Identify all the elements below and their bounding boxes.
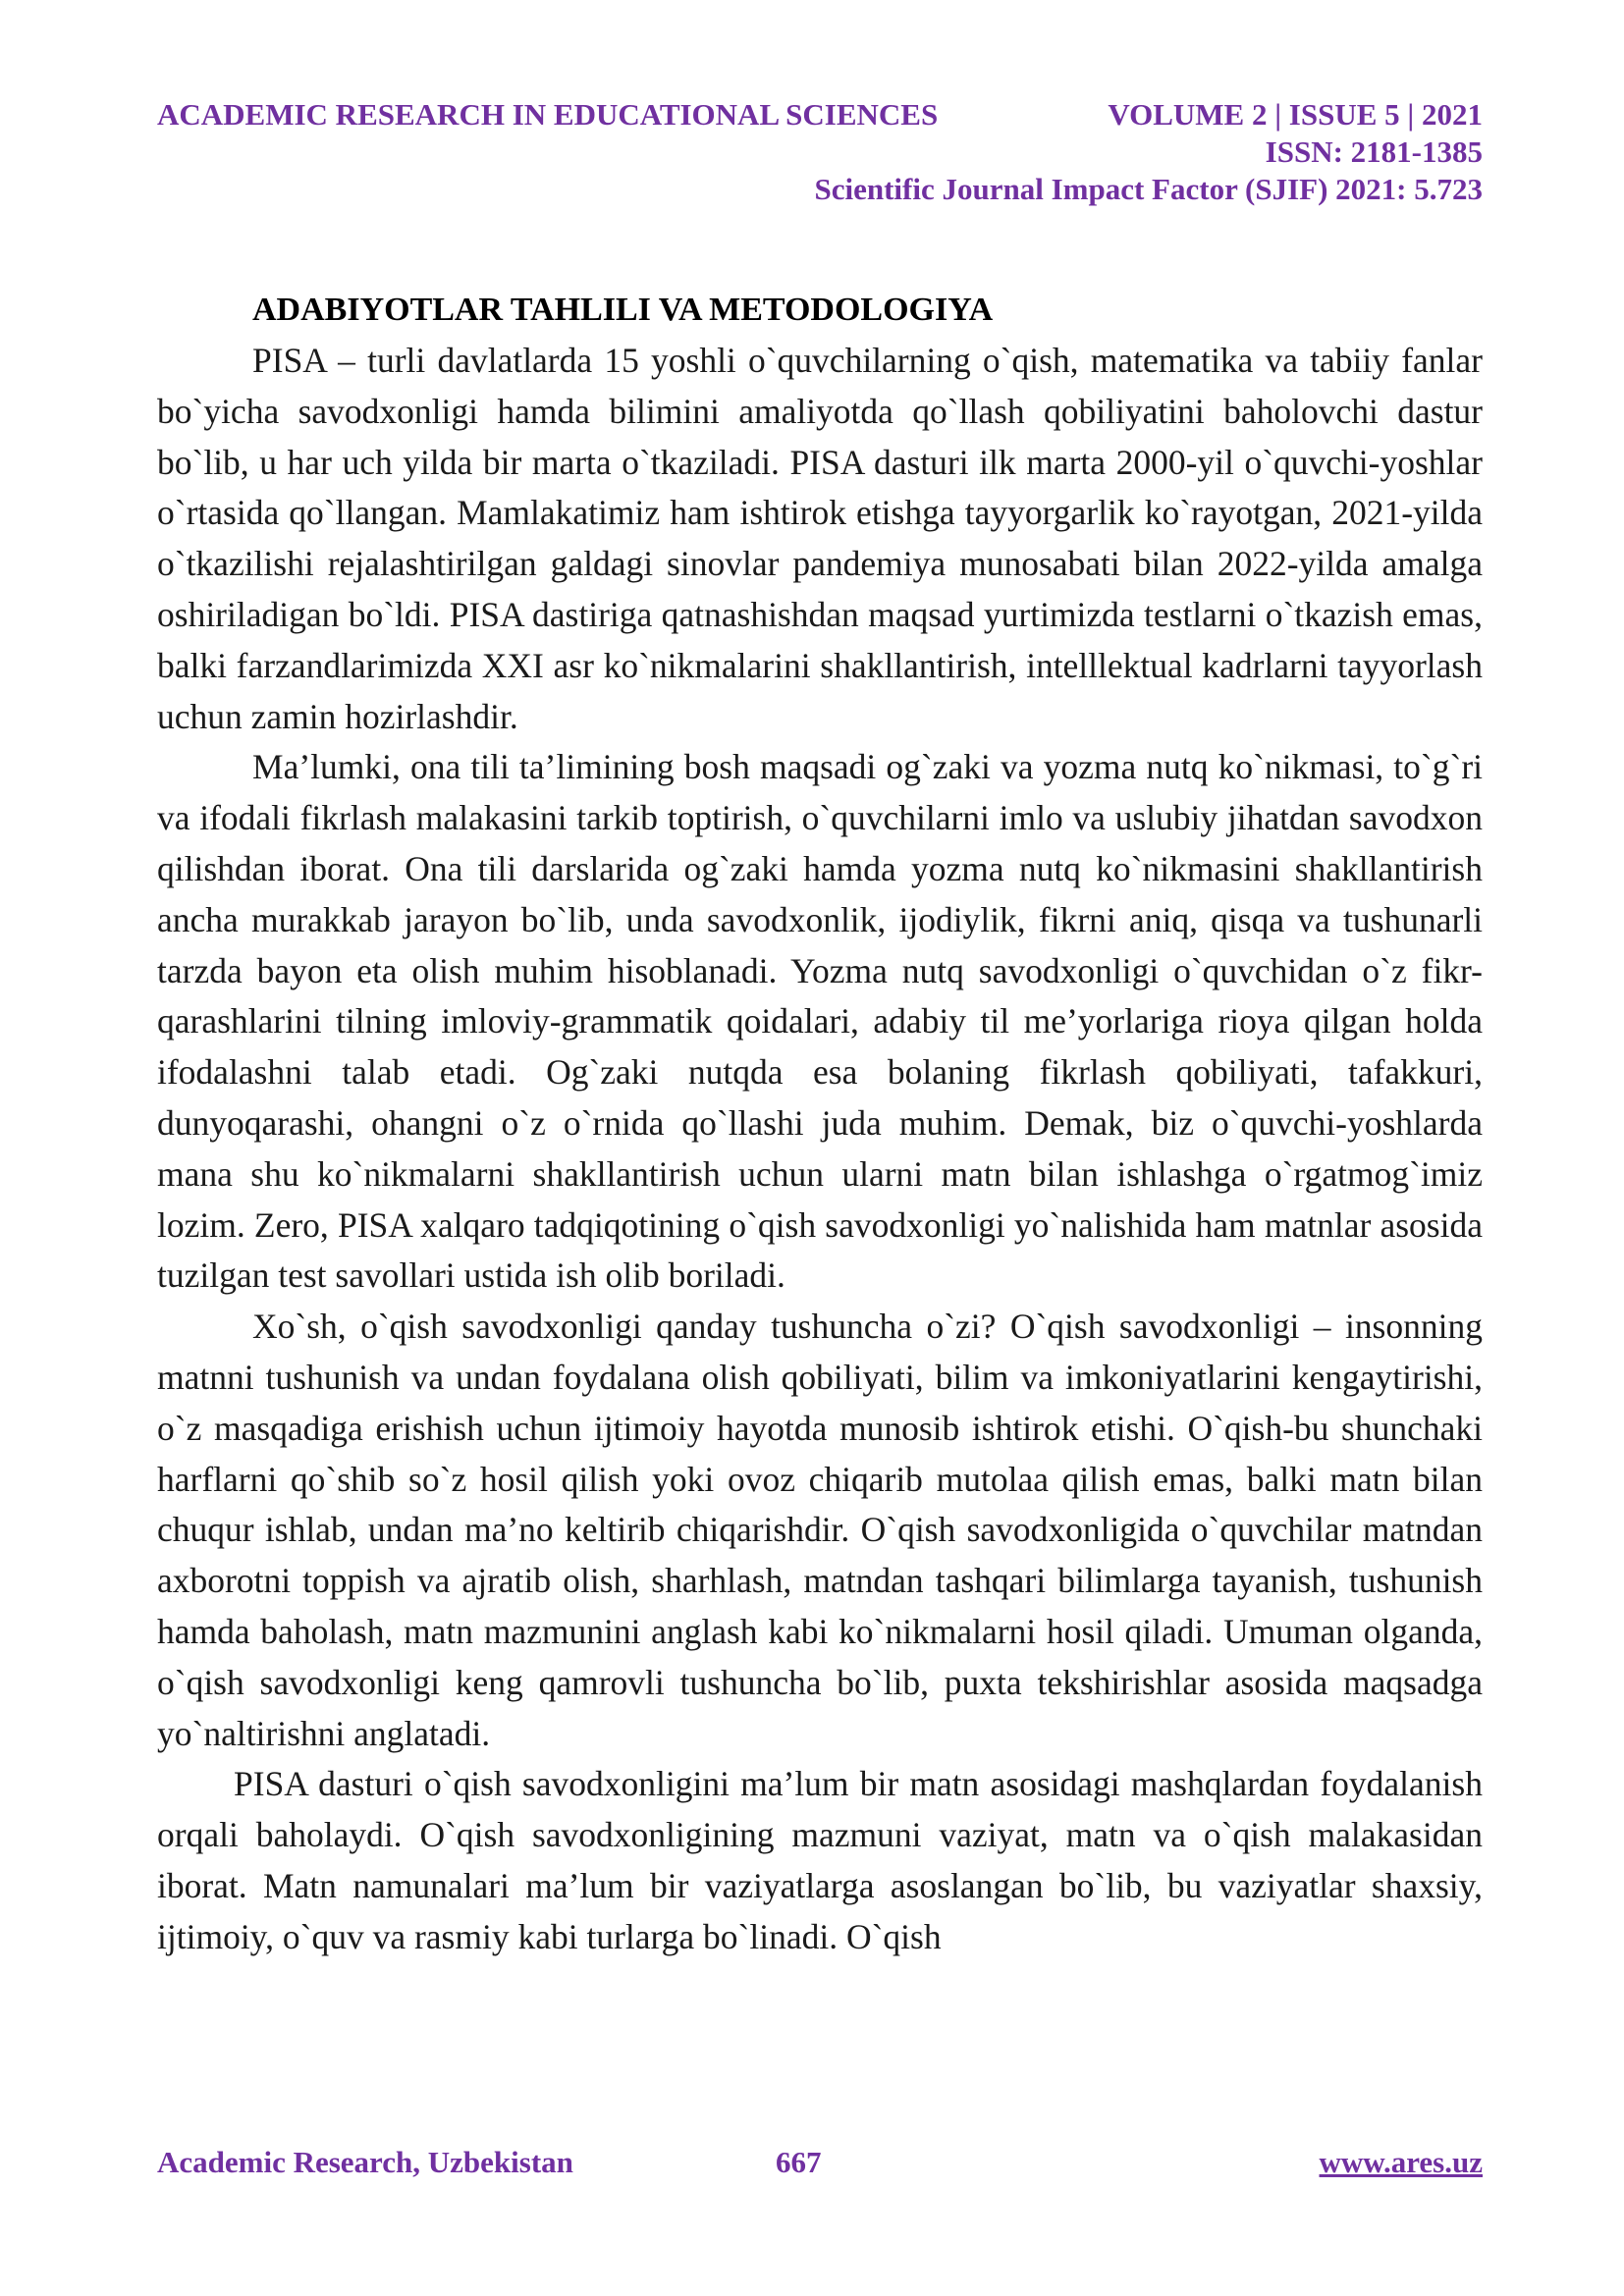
page-footer: [157, 2143, 1483, 2182]
paragraph-2: Ma’lumki, ona tili ta’limining bosh maqsadi og`zaki va yozma nutq ko`nikmasi, to`g`ri va ifodali fikrlash malakasini tarkib toptirish, o`quvchilarni imlo va uslubiy jihatdan savodxon qilishdan iborat. Ona tili darslarida og`zaki hamda yozma nutq ko`nikmasini shakllantirish ancha murakkab jarayon bo`lib, unda savodxonlik, ijodiylik, fikrni aniq, qisqa va tushunarli tarzda bayon eta olish muhim hisoblanadi. Yozma nutq savodxonligi o`quvchidan o`z fikr-qarashlarini tilning imloviy-grammatik qoidalari, adabiy til me’yorlariga rioya qilgan holda ifodalashni talab etadi. Og`zaki nutqda esa bolaning fikrlash qobiliyati, tafakkuri, dunyoqarashi, ohangni o`z o`rnida qo`llashi juda muhim. Demak, biz o`quvchi-yoshlarda mana shu ko`nikmalarni shakllantirish uchun ularni matn bilan ishlashga o`rgatmog`imiz lozim. Zero, PISA xalqaro tadqiqotining o`qish savodxonligi yo`nalishida ham matnlar asosida tuzilgan test savollari ustida ish olib boriladi.: [157, 747, 1483, 1296]
impact-factor: Scientific Journal Impact Factor (SJIF) 2021: 5.723: [814, 172, 1483, 206]
page-number: 667: [776, 2145, 822, 2179]
article-body: [157, 285, 1483, 1963]
issn: ISSN: 2181-1385: [1265, 134, 1483, 169]
footer-publisher: Academic Research, Uzbekistan: [157, 2145, 573, 2179]
paragraph-3: Xo`sh, o`qish savodxonligi qanday tushuncha o`zi? O`qish savodxonligi – insonning matnni tushunish va undan foydalana olish qobiliyati, bilim va imkoniyatlarini kengaytirishi, o`z masqadiga erishish uchun ijtimoiy hayotda munosib ishtirok etishi. O`qish-bu shunchaki harflarni qo`shib so`z hosil qilish yoki ovoz chiqarib mutolaa qilish emas, balki matn bilan chuqur ishlab, undan ma’no keltirib chiqarishdir. O`qish savodxonligida o`quvchilar matndan axborotni toppish va ajratib olish, sharhlash, matndan tashqari bilimlarga tayanish, tushunish hamda baholash, matn mazmunini anglash kabi ko`nikmalarni hosil qiladi. Umuman olganda, o`qish savodxonligi keng qamrovli tushuncha bo`lib, puxta tekshirishlar asosida maqsadga yo`naltirishni anglatadi.: [157, 1307, 1483, 1753]
website-link[interactable]: www.ares.uz: [1319, 2145, 1483, 2179]
volume-issue: VOLUME 2 | ISSUE 5 | 2021: [1108, 97, 1483, 132]
header-top-row: [157, 96, 1483, 133]
journal-name: ACADEMIC RESEARCH IN EDUCATIONAL SCIENCES: [157, 97, 939, 132]
paragraph-1: PISA – turli davlatlarda 15 yoshli o`quvchilarning o`qish, matematika va tabiiy fanlar bo`yicha savodxonligi hamda bilimini amaliyotda qo`llash qobiliyatini baholovchi dastur bo`lib, u har uch yilda bir marta o`tkaziladi. PISA dasturi ilk marta 2000-yil o`quvchi-yoshlar o`rtasida qo`llangan. Mamlakatimiz ham ishtirok etishga tayyorgarlik ko`rayotgan, 2021-yilda o`tkazilishi rejalashtirilgan galdagi sinovlar pandemiya munosabati bilan 2022-yilda amalga oshiriladigan bo`ldi. PISA dastiriga qatnashishdan maqsad yurtimizda testlarni o`tkazish emas, balki farzandlarimizda XXI asr ko`nikmalarini shakllantirish, intelllektual kadrlarni tayyorlash uchun zamin hozirlashdir.: [157, 341, 1483, 736]
section-heading: ADABIYOTLAR TAHLILI VA METODOLOGIYA: [252, 292, 994, 328]
paragraph-4: PISA dasturi o`qish savodxonligini ma’lum bir matn asosidagi mashqlardan foydalanish orqali baholaydi. O`qish savodxonligining mazmuni vaziyat, matn va o`qish malakasidan iborat. Matn namunalari ma’lum bir vaziyatlarga asoslangan bo`lib, bu vaziyatlar shaxsiy, ijtimoiy, o`quv va rasmiy kabi turlarga bo`linadi. O`qish: [157, 1764, 1483, 1956]
page-header: [157, 96, 1483, 208]
